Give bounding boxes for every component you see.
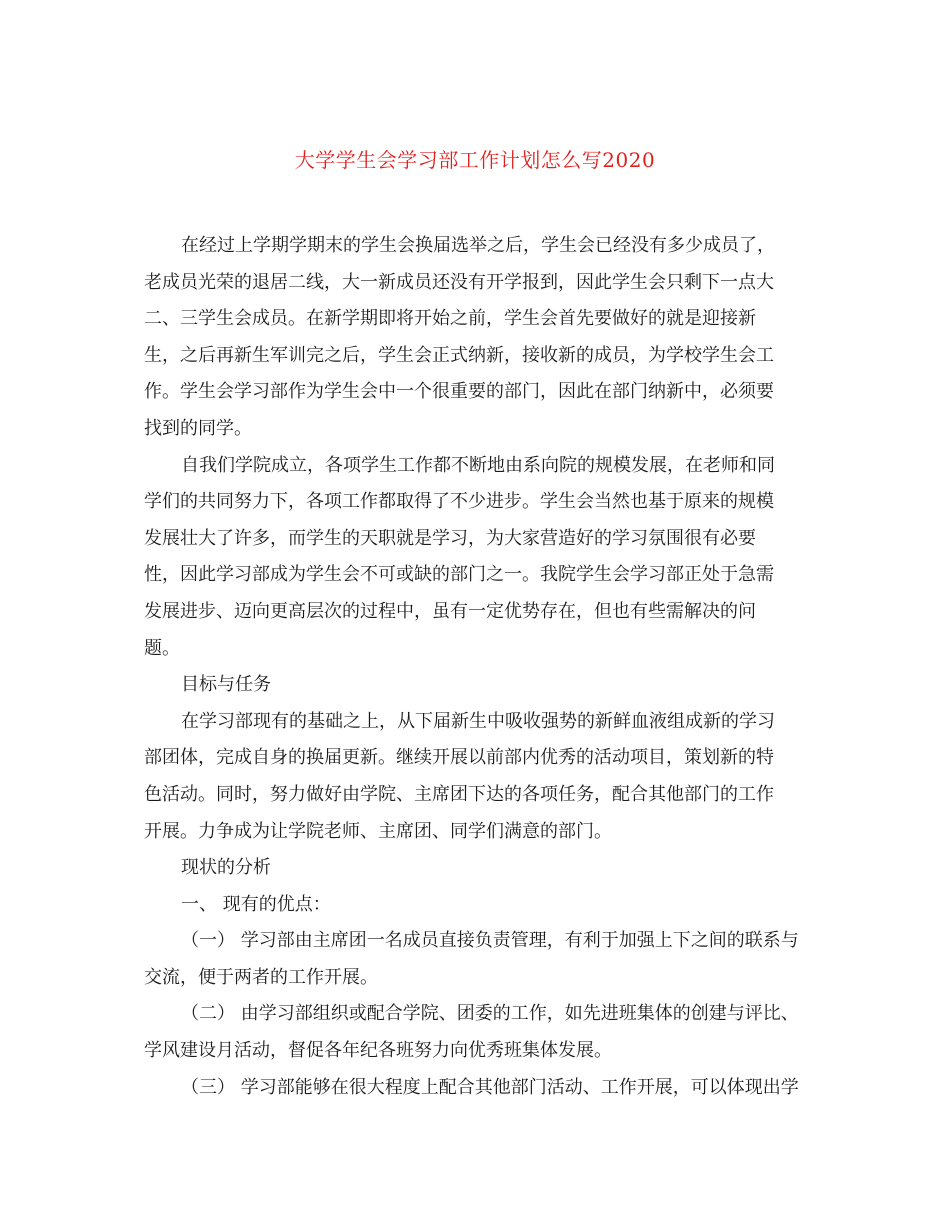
text-line: 发展进步、迈向更高层次的过程中，虽有一定优势存在，但也有些需解决的问 (144, 600, 756, 622)
text-line: 在经过上学期学期末的学生会换届选举之后，学生会已经没有多少成员了， (181, 235, 775, 256)
text-line: 老成员光荣的退居二线，大一新成员还没有开学报到，因此学生会只剩下一点大 (144, 271, 774, 293)
text-line: 性，因此学习部成为学生会不可或缺的部门之一。我院学生会学习部正处于急需 (144, 564, 774, 586)
text-line: 生，之后再新生军训完之后，学生会正式纳新，接收新的成员，为学校学生会工 (144, 344, 774, 366)
text-line: 色活动。同时，努力做好由学院、主席团下达的各项任务，配合其他部门的工作 (144, 783, 774, 805)
text-line: （一） 学习部由主席团一名成员直接负责管理，有利于加强上下之间的联系与 (181, 930, 799, 952)
text-line: 自我们学院成立，各项学生工作都不断地由系向院的规模发展，在老师和同 (181, 454, 775, 476)
document-title: 大学学生会学习部工作计划怎么写2020 (294, 148, 656, 172)
text-line: （二） 由学习部组织或配合学院、团委的工作，如先进班集体的创建与评比、 (181, 1003, 799, 1025)
text-line: 目标与任务 (181, 674, 271, 696)
text-line: 交流，便于两者的工作开展。 (144, 966, 378, 988)
text-line: 在学习部现有的基础之上，从下届新生中吸收强势的新鲜血液组成新的学习 (181, 710, 775, 732)
text-line: 开展。力争成为让学院老师、主席团、同学们满意的部门。 (144, 820, 612, 842)
text-line: 部团体，完成自身的换届更新。继续开展以前部内优秀的活动项目，策划新的特 (144, 747, 774, 769)
text-line: （三） 学习部能够在很大程度上配合其他部门活动、工作开展，可以体现出学 (181, 1076, 799, 1098)
text-line: 发展壮大了许多，而学生的天职就是学习，为大家营造好的学习氛围很有必要 (144, 527, 756, 549)
text-line: 题。 (144, 637, 180, 659)
text-line: 作。学生会学习部作为学生会中一个很重要的部门，因此在部门纳新中，必须要 (144, 381, 774, 403)
text-line: 学们的共同努力下，各项工作都取得了不少进步。学生会当然也基于原来的规模 (144, 491, 774, 513)
text-line: 学风建设月活动，督促各年纪各班努力向优秀班集体发展。 (144, 1040, 612, 1062)
text-line: 现状的分析 (181, 857, 271, 879)
text-line: 一、 现有的优点： (181, 893, 331, 915)
document-body (144, 228, 808, 1106)
text-line: 二、三学生会成员。在新学期即将开始之前，学生会首先要做好的就是迎接新 (144, 308, 756, 330)
text-line: 找到的同学。 (144, 417, 252, 439)
